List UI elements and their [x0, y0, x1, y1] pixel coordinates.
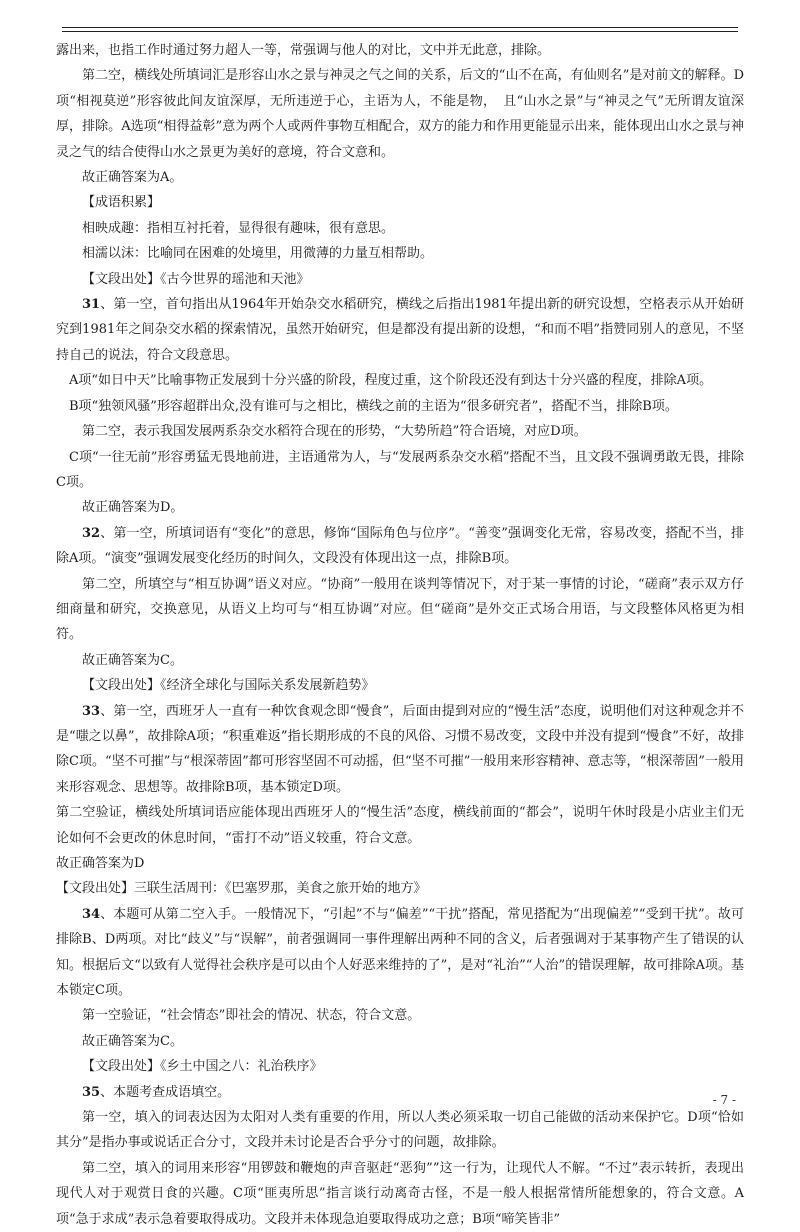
paragraph: 相映成趣：指相互衬托着，显得很有趣味，很有意思。	[82, 220, 395, 236]
paragraph: 第二空，填入的词用来形容“用锣鼓和鞭炮的声音驱赶“恶狗””这一行为，让现代人不解。“不过”表示转折，表现出现代人对于观赏日食的兴趣。C项“匪夷所思”指言谈行动离奇古怪，不是一般人根据常情所能想象的，符合文意。A项“急于求成”表示急着要取得成功。文段并未体现急迫要取得成功之意；B项“啼笑皆非”	[56, 1160, 744, 1227]
question-paragraph: 31、第一空，首句指出从1964年开始杂交水稻研究，横线之后指出1981年提出新的研究设想，空格表示从开始研究到1981年之间杂交水稻的探索情况，虽然开始研究，但是都没有提出新的设想，“和而不唱”指赞同别人的意见，不坚持自己的说法，符合文段意思。	[56, 297, 744, 363]
header-rule-thin	[62, 31, 738, 32]
paragraph: B项“独领风骚”形容超群出众,没有谁可与之相比，横线之前的主语为“很多研究者”，搭配不当，排除B项。	[69, 398, 678, 414]
paragraph: 第一空验证，“社会情态”即社会的情况、状态，符合文意。	[82, 1008, 421, 1024]
answer-line: 故正确答案为D。	[82, 500, 184, 516]
paragraph: 露出来，也指工作时通过努力超人一等，常强调与他人的对比，文中并无此意，排除。	[56, 43, 551, 58]
page-number: - 7 -	[712, 1093, 736, 1107]
paragraph: 第二空，横线处所填词汇是形容山水之景与神灵之气之间的关系，后文的“山不在高，有仙则名”是对前文的解释。D项“相视莫逆”形容彼此间友谊深厚，无所违逆于心，主语为人，不能是物， 且“山水之景”与“神灵之气”无所谓友谊深厚，排除。A选项“相得益彰”意为两个人或两件事物互相配合，双方的能力和作用更能显示出来，能体现出山水之景与神灵之气的结合使得山水之景更为美好的意境，符合文意和。	[56, 68, 744, 160]
question-number: 34	[82, 906, 101, 922]
source-line: 【文段出处】《经济全球化与国际关系发展新趋势》	[82, 678, 375, 694]
source-line: 【文段出处】《古今世界的瑶池和天池》	[82, 271, 310, 287]
paragraph: 第二空验证，横线处所填词语应能体现出西班牙人的“慢生活”态度，横线前面的“都会”，说明午休时段是小店业主们无论如何不会更改的休息时间，“雷打不动”语义较重，符合文意。	[56, 805, 744, 846]
answer-line: 故正确答案为C。	[82, 652, 183, 668]
question-number: 32	[82, 525, 101, 541]
paragraph: C项“一往无前”形容勇猛无畏地前进，主语通常为人，与“发展两系杂交水稻”搭配不当，且文段不强调勇敢无畏，排除C项。	[56, 449, 744, 490]
source-line: 【文段出处】三联生活周刊：《巴塞罗那，美食之旅开始的地方》	[56, 881, 427, 897]
question-paragraph: 34、本题可从第二空入手。一般情况下，“引起”不与“偏差”“干扰”搭配，常见搭配为“出现偏差”“受到干扰”。故可排除B、D两项。对比“歧义”与“误解”，前者强调同一事件理解出两种不同的含义，后者强调对于某事物产生了错误的认知。根据后文“以致有人觉得社会秩序是可以由个人好恶来维持的了”，是对“礼治”“人治”的错误理解，故可排除A项。基本锁定C项。	[56, 906, 744, 999]
question-paragraph: 33、第一空，西班牙人一直有一种饮食观念即“慢食”，后面由提到对应的“慢生活”态度，说明他们对这种观念并不是“嗤之以鼻”，故排除A项；“积重难返”指长期形成的不良的风俗、习惯不易改变，文段中并没有提到“慢食”不好，故排除C项。“坚不可摧”与“根深蒂固”都可形容坚固不可动摇，但“坚不可摧”一般用来形容精神、意志等，“根深蒂固”一般用来形容观念、思想等。故排除B项，基本锁定D项。	[56, 703, 744, 795]
paragraph: A项“如日中天”比喻事物正发展到十分兴盛的阶段，程度过重，这个阶段还没有到达十分兴盛的程度，排除A项。	[69, 373, 713, 389]
paragraph: 第一空，填入的词表达因为太阳对人类有重要的作用，所以人类必须采取一切自己能做的活动来保护它。D项“恰如其分”是指办事或说话正合分寸，文段并未讨论是否合乎分寸的问题，故排除。	[56, 1110, 744, 1151]
question-number: 33	[82, 703, 101, 719]
source-line: 【文段出处】《乡土中国之八：礼治秩序》	[82, 1059, 323, 1075]
question-number: 31	[82, 297, 101, 313]
answer-line: 故正确答案为A。	[82, 170, 183, 186]
question-number: 35	[82, 1084, 101, 1100]
paragraph: 相濡以沫：比喻同在困难的处境里，用微薄的力量互相帮助。	[82, 246, 434, 262]
answer-line: 故正确答案为C。	[82, 1033, 183, 1049]
header-rule-thick	[62, 27, 738, 28]
document-body	[56, 38, 744, 1232]
question-paragraph: 32、第一空，所填词语有“变化”的意思，修饰“国际角色与位序”。“善变”强调变化无常，容易改变，搭配不当，排除A项。“演变”强调发展变化经历的时间久，文段没有体现出这一点，排除B项。	[56, 525, 744, 567]
paragraph: 第二空，表示我国发展两系杂交水稻符合现在的形势，“大势所趋”符合语境，对应D项。	[82, 424, 587, 440]
section-heading: 【成语积累】	[82, 195, 161, 211]
answer-line: 故正确答案为D	[56, 856, 145, 871]
paragraph: 第二空，所填空与“相互协调”语义对应。“协商”一般用在谈判等情况下，对于某一事情的讨论，“磋商”表示双方仔细商量和研究，交换意见，从语义上均可与“相互协调”对应。但“磋商”是外交正式场合用语，与文段整体风格更为相符。	[56, 576, 744, 643]
question-paragraph: 35、本题考查成语填空。	[82, 1084, 231, 1100]
